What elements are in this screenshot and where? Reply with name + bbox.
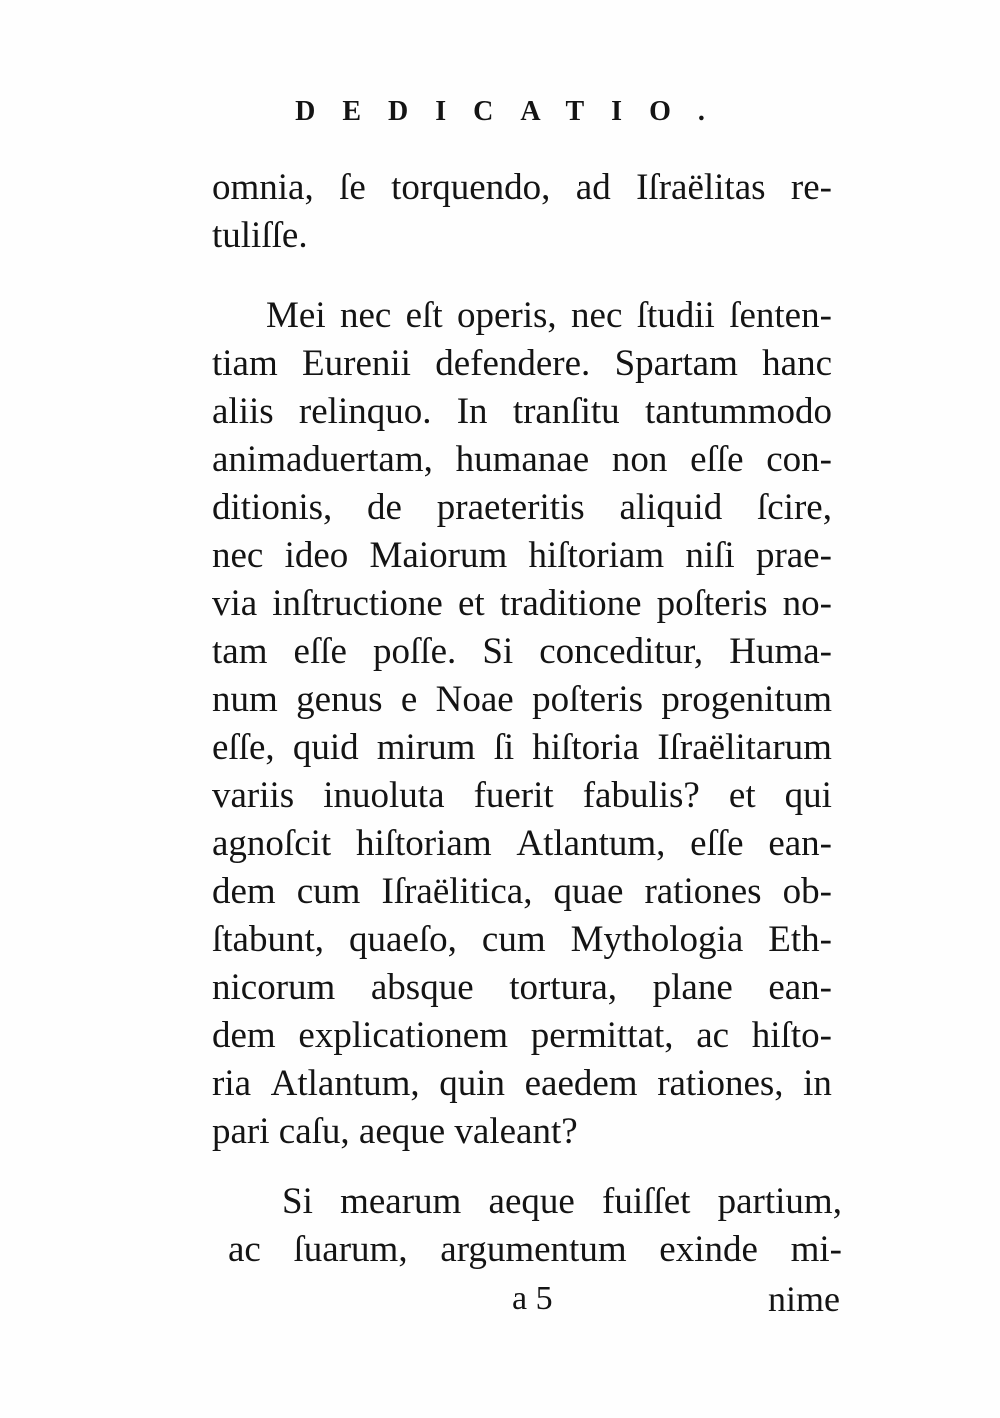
word: in: [803, 1063, 832, 1104]
word: explicationem: [298, 1015, 508, 1056]
word: variis: [212, 775, 295, 816]
text-line: [212, 1016, 832, 1056]
word: Iſraëlitarum: [657, 727, 832, 768]
word: et: [728, 775, 756, 816]
text-line: [212, 488, 832, 528]
word: praeteritis: [436, 487, 585, 528]
word: genus: [296, 679, 383, 720]
text-line: [212, 440, 832, 480]
text-line: [212, 632, 832, 672]
text-line: pari caſu, aeque valeant?: [212, 1111, 578, 1152]
word: fuiſſet: [602, 1181, 691, 1222]
word: cum: [296, 871, 361, 912]
word: nicorum: [212, 967, 336, 1008]
word: mirum: [376, 727, 476, 768]
word: Spartam: [614, 343, 738, 384]
word: hiſtoriam: [528, 535, 665, 576]
word: argumentum: [440, 1229, 627, 1270]
text-line: [266, 296, 832, 336]
word: inuoluta: [323, 775, 445, 816]
word: ſcire,: [756, 487, 832, 528]
word: quin: [439, 1063, 506, 1104]
word: niſi: [685, 535, 735, 576]
word: relinquo.: [298, 391, 432, 432]
word: Maiorum: [369, 535, 508, 576]
word: omnia,: [212, 167, 314, 208]
text-line: [212, 168, 832, 208]
word: non: [611, 439, 668, 480]
catchword: nime: [768, 1279, 840, 1319]
text-line: [212, 392, 832, 432]
word: Iſraëlitica,: [381, 871, 533, 912]
word: num: [212, 679, 278, 720]
word: aliquid: [619, 487, 723, 528]
word: de: [367, 487, 402, 528]
word: Mythologia: [570, 919, 744, 960]
text-line: [212, 920, 832, 960]
text-line: [282, 1182, 842, 1222]
word: Atlantum,: [516, 823, 666, 864]
text-line: [212, 344, 832, 384]
word: plane: [652, 967, 733, 1008]
word: no-: [782, 583, 832, 624]
word: ria: [212, 1063, 252, 1104]
word: absque: [370, 967, 474, 1008]
text-line: [212, 1064, 832, 1104]
word: e: [400, 679, 418, 720]
word: poſteris: [656, 583, 768, 624]
text-line: [212, 776, 832, 816]
word: tiam: [212, 343, 278, 384]
word: Noae: [435, 679, 514, 720]
text-line: [212, 824, 832, 864]
word: cum: [481, 919, 546, 960]
word: hiſtoria: [532, 727, 640, 768]
word: Si: [282, 1181, 313, 1222]
word: Mei: [266, 295, 326, 336]
word: ean-: [768, 823, 832, 864]
word: progenitum: [661, 679, 832, 720]
signature-mark: a 5: [512, 1280, 553, 1317]
word: mi-: [790, 1229, 842, 1270]
word: quaeſo,: [349, 919, 457, 960]
text-line: [212, 872, 832, 912]
word: partium,: [717, 1181, 842, 1222]
word: ean-: [768, 967, 832, 1008]
text-line: [212, 584, 832, 624]
word: eaedem: [524, 1063, 638, 1104]
word: eſſe,: [212, 727, 275, 768]
word: hiſto-: [751, 1015, 832, 1056]
word: via: [212, 583, 258, 624]
word: ſtabunt,: [212, 919, 325, 960]
word: Huma-: [729, 631, 832, 672]
word: Atlantum,: [270, 1063, 420, 1104]
word: rationes,: [657, 1063, 784, 1104]
word: tantummodo: [644, 391, 832, 432]
word: torquendo,: [391, 167, 551, 208]
word: ſi: [493, 727, 515, 768]
word: aeque: [488, 1181, 575, 1222]
word: In: [456, 391, 488, 432]
word: ſe: [339, 167, 366, 208]
text-line: tuliſſe.: [212, 215, 308, 256]
word: quae: [553, 871, 624, 912]
word: ditionis,: [212, 487, 333, 528]
word: poſteris: [532, 679, 644, 720]
word: poſſe.: [373, 631, 457, 672]
text-line: [212, 680, 832, 720]
word: ac: [228, 1229, 261, 1270]
word: Iſraëlitas: [636, 167, 766, 208]
word: eſt: [405, 295, 443, 336]
text-line: [212, 968, 832, 1008]
word: dem: [212, 1015, 276, 1056]
word: ob-: [782, 871, 832, 912]
text-line: [228, 1230, 842, 1270]
word: tortura,: [509, 967, 618, 1008]
word: ideo: [284, 535, 349, 576]
word: inſtructione: [272, 583, 443, 624]
word: ſenten-: [729, 295, 832, 336]
word: Eurenii: [302, 343, 411, 384]
word: traditione: [499, 583, 642, 624]
word: rationes: [644, 871, 762, 912]
word: aliis: [212, 391, 274, 432]
word: mearum: [340, 1181, 462, 1222]
word: operis,: [456, 295, 557, 336]
word: hiſtoriam: [355, 823, 492, 864]
word: conceditur,: [539, 631, 704, 672]
word: con-: [766, 439, 832, 480]
word: nec: [212, 535, 264, 576]
word: qui: [784, 775, 832, 816]
word: nec: [339, 295, 392, 336]
word: humanae: [455, 439, 590, 480]
word: Si: [482, 631, 514, 672]
word: quid: [292, 727, 359, 768]
text-line: [212, 536, 832, 576]
word: eſſe: [690, 823, 744, 864]
word: defendere.: [435, 343, 591, 384]
word: exinde: [659, 1229, 758, 1270]
word: prae-: [755, 535, 832, 576]
word: hanc: [762, 343, 832, 384]
word: animaduertam,: [212, 439, 433, 480]
text-line: [212, 728, 832, 768]
word: fuerit: [473, 775, 554, 816]
word: ac: [696, 1015, 730, 1056]
word: dem: [212, 871, 276, 912]
word: tam: [212, 631, 268, 672]
word: ſuarum,: [293, 1229, 408, 1270]
word: eſſe: [690, 439, 744, 480]
word: fabulis?: [582, 775, 700, 816]
word: eſſe: [293, 631, 347, 672]
word: nec: [571, 295, 623, 336]
word: et: [457, 583, 485, 624]
running-header: DEDICATIO.: [295, 96, 732, 127]
word: tranſitu: [512, 391, 620, 432]
word: ſtudii: [636, 295, 715, 336]
word: ad: [575, 167, 611, 208]
word: agnoſcit: [212, 823, 332, 864]
word: re-: [790, 167, 832, 208]
word: permittat,: [530, 1015, 674, 1056]
word: Eth-: [768, 919, 832, 960]
